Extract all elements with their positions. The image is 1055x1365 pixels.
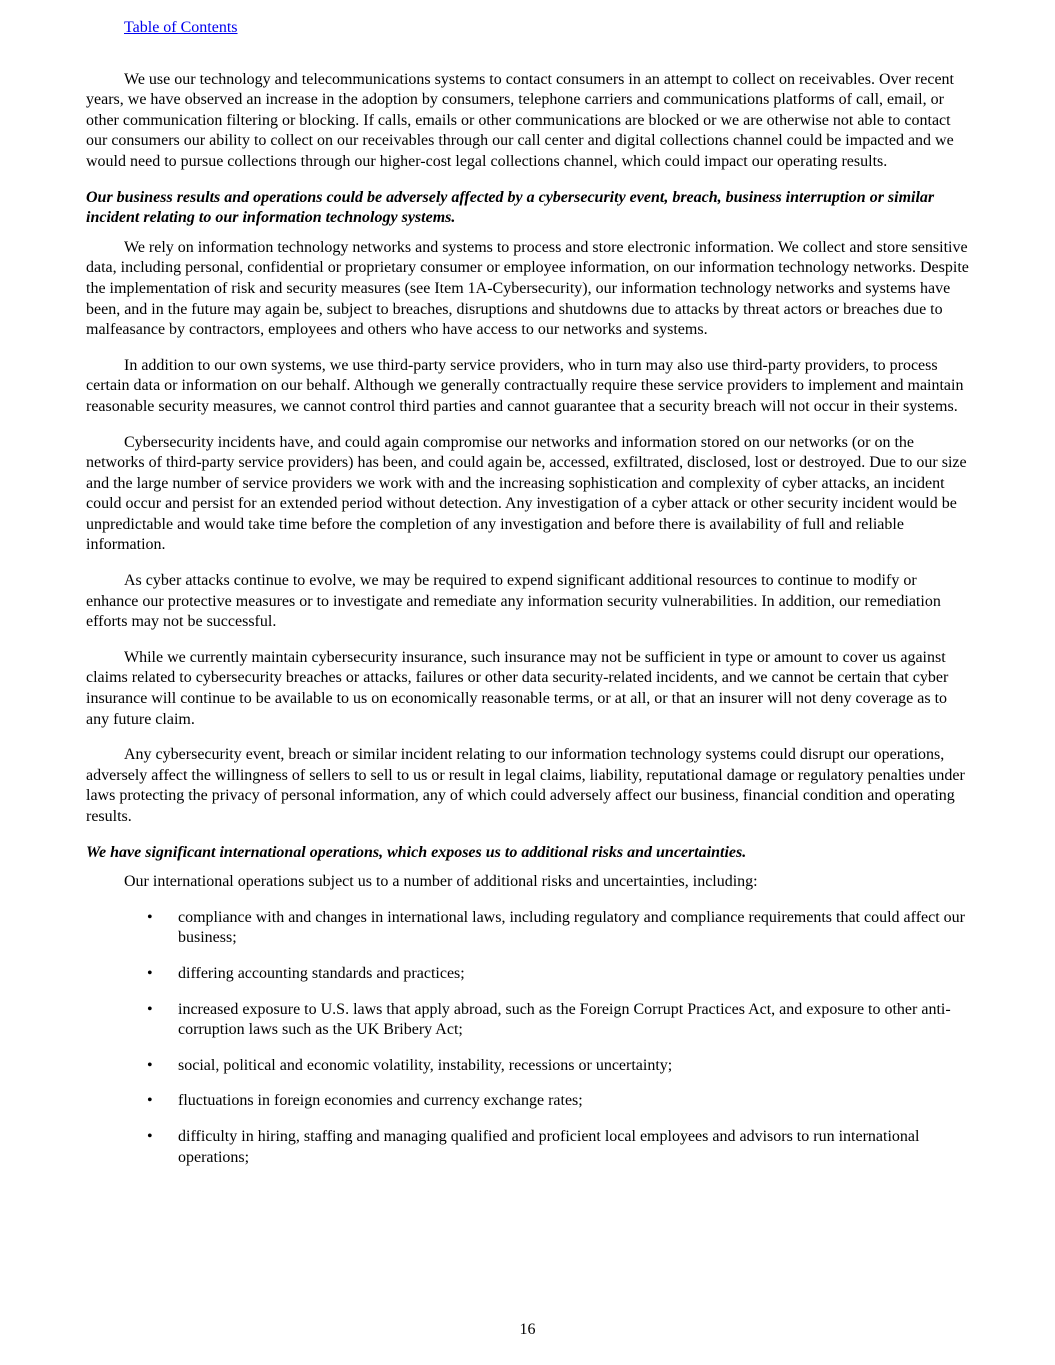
- paragraph-cybersecurity-incidents: Cybersecurity incidents have, and could again compromise our networks and information stored on our networks (or on the networks of third-party service providers) has been, and could again be, accessed, exfiltrated, disclosed, lost or destroyed. Due to our size and the large number of service providers we work with and the increasing sophistication and complexity of cyber attacks, an incident could occur and persist for an extended period without detection. Any investigation of a cyber attack or other security incident would be unpredictable and would take time before the completion of any investigation and before there is availability of full and reliable information.: [86, 433, 967, 554]
- list-item: [86, 1056, 972, 1077]
- list-item: [86, 1000, 972, 1041]
- page-number: 16: [519, 1321, 536, 1338]
- paragraph-evolving-attacks: As cyber attacks continue to evolve, we may be required to expend significant additional resources to continue to modify or enhance our protective measures or to investigate and remediate any information security vulnerabilities. In addition, our remediation efforts may not be successful.: [86, 572, 941, 631]
- list-item-text: difficulty in hiring, staffing and managing qualified and proficient local employees and advisors to run international operations;: [178, 1127, 920, 1166]
- document-page: [86, 18, 972, 1183]
- risk-bullet-list: [86, 908, 972, 1168]
- heading-cybersecurity-risk: Our business results and operations could be adversely affected by a cybersecurity event, breach, business interruption or similar incident relating to our information technology systems.: [86, 188, 935, 227]
- bullet-icon: •: [147, 1056, 153, 1074]
- list-item-text: fluctuations in foreign economies and currency exchange rates;: [178, 1092, 583, 1110]
- paragraph-it-networks: We rely on information technology networks and systems to process and store electronic information. We collect and store sensitive data, including personal, confidential or proprietary consumer or employee information, on our information technology networks. Despite the implementation of risk and security measures (see Item 1A-Cybersecurity), our information technology networks and systems have been, and in the future may again be, subject to breaches, disruptions and shutdowns due to attacks by threat actors or breaches due to malfeasance by contractors, employees and others who have access to our networks and systems.: [86, 238, 969, 339]
- list-item: [86, 1091, 972, 1112]
- bullet-icon: •: [147, 1000, 153, 1018]
- list-item: [86, 1127, 972, 1168]
- list-item-text: social, political and economic volatility, instability, recessions or uncertainty;: [178, 1056, 673, 1074]
- paragraph-cyber-insurance: While we currently maintain cybersecurity insurance, such insurance may not be sufficient in type or amount to cover us against claims related to cybersecurity breaches or attacks, failures or other data security-related incidents, and we cannot be certain that cyber insurance will continue to be available to us on economically reasonable terms, or at all, or that an insurer will not deny coverage as to any future claim.: [86, 648, 949, 728]
- list-item: [86, 908, 972, 949]
- bullet-icon: •: [147, 1127, 153, 1145]
- list-item: [86, 964, 972, 985]
- paragraph-third-party-providers: In addition to our own systems, we use third-party service providers, who in turn may also use third-party providers, to process certain data or information on our behalf. Although we generally contractually require these service providers to implement and maintain reasonable security measures, we cannot control third parties and cannot guarantee that a security breach will not occur in their systems.: [86, 356, 964, 415]
- heading-international-operations: We have significant international operations, which exposes us to additional risks and uncertainties.: [86, 843, 747, 861]
- spacer: [86, 39, 972, 70]
- paragraph-disruption-effects: Any cybersecurity event, breach or similar incident relating to our information technology systems could disrupt our operations, adversely affect the willingness of sellers to sell to us or result in legal claims, liability, reputational damage or regulatory penalties under laws protecting the privacy of personal information, any of which could adversely affect our business, financial condition and operating results.: [86, 746, 965, 825]
- paragraph-international-intro: Our international operations subject us to a number of additional risks and uncertainties, including:: [124, 873, 758, 891]
- list-item-text: compliance with and changes in international laws, including regulatory and compliance requirements that could affect our business;: [178, 908, 965, 947]
- table-of-contents-link[interactable]: Table of Contents: [124, 19, 238, 36]
- bullet-icon: •: [147, 908, 153, 926]
- list-item-text: increased exposure to U.S. laws that apply abroad, such as the Foreign Corrupt Practices Act, and exposure to other anti-corruption laws such as the UK Bribery Act;: [178, 1000, 951, 1039]
- paragraph-communications-blocking: We use our technology and telecommunications systems to contact consumers in an attempt to collect on receivables. Over recent years, we have observed an increase in the adoption by consumers, telephone carriers and communications platforms of call, email, or other communication filtering or blocking. If calls, emails or other communications are blocked or we are otherwise not able to contact our consumers our ability to collect on our receivables through our call center and digital collections channel could be impacted and we would need to pursue collections through our higher-cost legal collections channel, which could impact our operating results.: [86, 70, 954, 170]
- bullet-icon: •: [147, 1092, 153, 1110]
- bullet-icon: •: [147, 964, 153, 982]
- list-item-text: differing accounting standards and practices;: [178, 964, 465, 982]
